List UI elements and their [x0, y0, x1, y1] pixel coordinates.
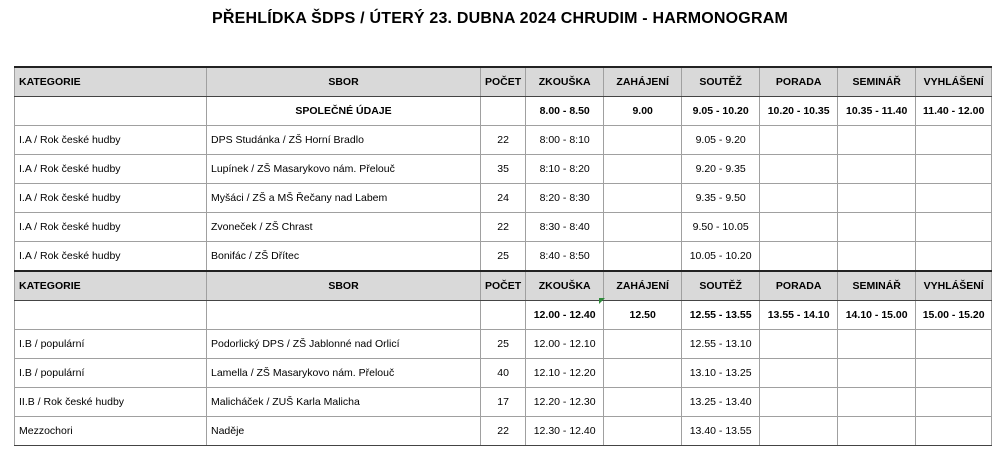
porada-cell	[760, 155, 838, 184]
table-row	[15, 242, 992, 272]
pocet-cell: 22	[481, 417, 526, 446]
vyhlaseni-cell	[916, 126, 992, 155]
header-seminar: SEMINÁŘ	[838, 271, 916, 301]
pocet-cell: 35	[481, 155, 526, 184]
header-sbor: SBOR	[207, 271, 481, 301]
table-row	[15, 417, 992, 446]
zkouska-cell: 8:40 - 8:50	[526, 242, 604, 272]
header-pocet: POČET	[481, 67, 526, 97]
common-seminar: 10.35 - 11.40	[838, 97, 916, 126]
common-zahajeni: 9.00	[604, 97, 682, 126]
pocet-cell: 22	[481, 213, 526, 242]
pocet-cell: 24	[481, 184, 526, 213]
vyhlaseni-cell	[916, 242, 992, 272]
common-pocet-cell	[481, 97, 526, 126]
pocet-cell: 22	[481, 126, 526, 155]
zahajeni-cell	[604, 184, 682, 213]
seminar-cell	[838, 213, 916, 242]
zkouska-cell: 12.20 - 12.30	[526, 388, 604, 417]
table-row	[15, 126, 992, 155]
header-sbor: SBOR	[207, 67, 481, 97]
common-label	[207, 301, 481, 330]
soutez-cell: 10.05 - 10.20	[682, 242, 760, 272]
soutez-cell: 13.10 - 13.25	[682, 359, 760, 388]
common-zkouska: 8.00 - 8.50	[526, 97, 604, 126]
sbor-cell: Lamella / ZŠ Masarykovo nám. Přelouč	[207, 359, 481, 388]
common-soutez: 12.55 - 13.55	[682, 301, 760, 330]
porada-cell	[760, 184, 838, 213]
zkouska-cell: 8:00 - 8:10	[526, 126, 604, 155]
kategorie-cell: I.A / Rok české hudby	[15, 213, 207, 242]
vyhlaseni-cell	[916, 359, 992, 388]
header-porada: PORADA	[760, 271, 838, 301]
seminar-cell	[838, 155, 916, 184]
common-soutez: 9.05 - 10.20	[682, 97, 760, 126]
table-row	[15, 359, 992, 388]
sbor-cell: Podorlický DPS / ZŠ Jablonné nad Orlicí	[207, 330, 481, 359]
pocet-cell: 25	[481, 330, 526, 359]
header-pocet: POČET	[481, 271, 526, 301]
common-seminar: 14.10 - 15.00	[838, 301, 916, 330]
table-row	[15, 330, 992, 359]
vyhlaseni-cell	[916, 155, 992, 184]
soutez-cell: 13.25 - 13.40	[682, 388, 760, 417]
table-row	[15, 184, 992, 213]
header-porada: PORADA	[760, 67, 838, 97]
porada-cell	[760, 242, 838, 272]
common-kategorie-cell	[15, 97, 207, 126]
vyhlaseni-cell	[916, 417, 992, 446]
zkouska-cell: 12.00 - 12.10	[526, 330, 604, 359]
zahajeni-cell	[604, 155, 682, 184]
sbor-cell: Zvoneček / ZŠ Chrast	[207, 213, 481, 242]
zahajeni-cell	[604, 417, 682, 446]
kategorie-cell: I.B / populární	[15, 359, 207, 388]
header-zkouska: ZKOUŠKA	[526, 271, 604, 301]
pocet-cell: 40	[481, 359, 526, 388]
common-kategorie-cell	[15, 301, 207, 330]
header-seminar: SEMINÁŘ	[838, 67, 916, 97]
common-zkouska: 12.00 - 12.40	[526, 301, 604, 330]
kategorie-cell: I.A / Rok české hudby	[15, 184, 207, 213]
common-pocet-cell	[481, 301, 526, 330]
soutez-cell: 9.35 - 9.50	[682, 184, 760, 213]
zahajeni-cell	[604, 359, 682, 388]
header-kategorie: KATEGORIE	[15, 67, 207, 97]
header-kategorie: KATEGORIE	[15, 271, 207, 301]
zkouska-cell: 8:20 - 8:30	[526, 184, 604, 213]
schedule-body	[15, 67, 992, 446]
seminar-cell	[838, 359, 916, 388]
soutez-cell: 9.05 - 9.20	[682, 126, 760, 155]
sbor-cell: DPS Studánka / ZŠ Horní Bradlo	[207, 126, 481, 155]
sbor-cell: Naděje	[207, 417, 481, 446]
header-soutez: SOUTĚŽ	[682, 271, 760, 301]
kategorie-cell: I.A / Rok české hudby	[15, 155, 207, 184]
pocet-cell: 17	[481, 388, 526, 417]
common-row	[15, 97, 992, 126]
page-title: PŘEHLÍDKA ŠDPS / ÚTERÝ 23. DUBNA 2024 CHRUDIM - HARMONOGRAM	[211, 10, 788, 27]
porada-cell	[760, 126, 838, 155]
table-row	[15, 388, 992, 417]
porada-cell	[760, 213, 838, 242]
zahajeni-cell	[604, 242, 682, 272]
common-vyhlaseni: 11.40 - 12.00	[916, 97, 992, 126]
common-porada: 10.20 - 10.35	[760, 97, 838, 126]
zkouska-cell: 12.10 - 12.20	[526, 359, 604, 388]
common-porada: 13.55 - 14.10	[760, 301, 838, 330]
seminar-cell	[838, 388, 916, 417]
header-zahajeni: ZAHÁJENÍ	[604, 271, 682, 301]
zkouska-cell: 12.30 - 12.40	[526, 417, 604, 446]
porada-cell	[760, 359, 838, 388]
header-vyhlaseni: VYHLÁŠENÍ	[916, 67, 992, 97]
common-label: SPOLEČNÉ ÚDAJE	[207, 97, 481, 126]
kategorie-cell: I.A / Rok české hudby	[15, 126, 207, 155]
common-zahajeni: 12.50	[604, 301, 682, 330]
vyhlaseni-cell	[916, 330, 992, 359]
schedule-table	[14, 66, 992, 446]
zahajeni-cell	[604, 213, 682, 242]
soutez-cell: 9.20 - 9.35	[682, 155, 760, 184]
header-row	[15, 67, 992, 97]
soutez-cell: 12.55 - 13.10	[682, 330, 760, 359]
sbor-cell: Myšáci / ZŠ a MŠ Řečany nad Labem	[207, 184, 481, 213]
seminar-cell	[838, 242, 916, 272]
zahajeni-cell	[604, 388, 682, 417]
kategorie-cell: II.B / Rok české hudby	[15, 388, 207, 417]
common-row	[15, 301, 992, 330]
header-soutez: SOUTĚŽ	[682, 67, 760, 97]
header-vyhlaseni: VYHLÁŠENÍ	[916, 271, 992, 301]
zahajeni-cell	[604, 126, 682, 155]
seminar-cell	[838, 126, 916, 155]
vyhlaseni-cell	[916, 184, 992, 213]
header-zahajeni: ZAHÁJENÍ	[604, 67, 682, 97]
seminar-cell	[838, 417, 916, 446]
soutez-cell: 13.40 - 13.55	[682, 417, 760, 446]
seminar-cell	[838, 330, 916, 359]
vyhlaseni-cell	[916, 213, 992, 242]
kategorie-cell: Mezzochori	[15, 417, 207, 446]
zahajeni-cell	[604, 330, 682, 359]
seminar-cell	[838, 184, 916, 213]
sbor-cell: Lupínek / ZŠ Masarykovo nám. Přelouč	[207, 155, 481, 184]
table-row	[15, 213, 992, 242]
common-vyhlaseni: 15.00 - 15.20	[916, 301, 992, 330]
soutez-cell: 9.50 - 10.05	[682, 213, 760, 242]
sbor-cell: Malicháček / ZUŠ Karla Malicha	[207, 388, 481, 417]
header-row	[15, 271, 992, 301]
porada-cell	[760, 417, 838, 446]
header-zkouska: ZKOUŠKA	[526, 67, 604, 97]
table-row	[15, 155, 992, 184]
porada-cell	[760, 330, 838, 359]
porada-cell	[760, 388, 838, 417]
kategorie-cell: I.A / Rok české hudby	[15, 242, 207, 272]
vyhlaseni-cell	[916, 388, 992, 417]
pocet-cell: 25	[481, 242, 526, 272]
sbor-cell: Bonifác / ZŠ Dřítec	[207, 242, 481, 272]
kategorie-cell: I.B / populární	[15, 330, 207, 359]
zkouska-cell: 8:10 - 8:20	[526, 155, 604, 184]
comment-marker-icon	[599, 298, 605, 304]
zkouska-cell: 8:30 - 8:40	[526, 213, 604, 242]
